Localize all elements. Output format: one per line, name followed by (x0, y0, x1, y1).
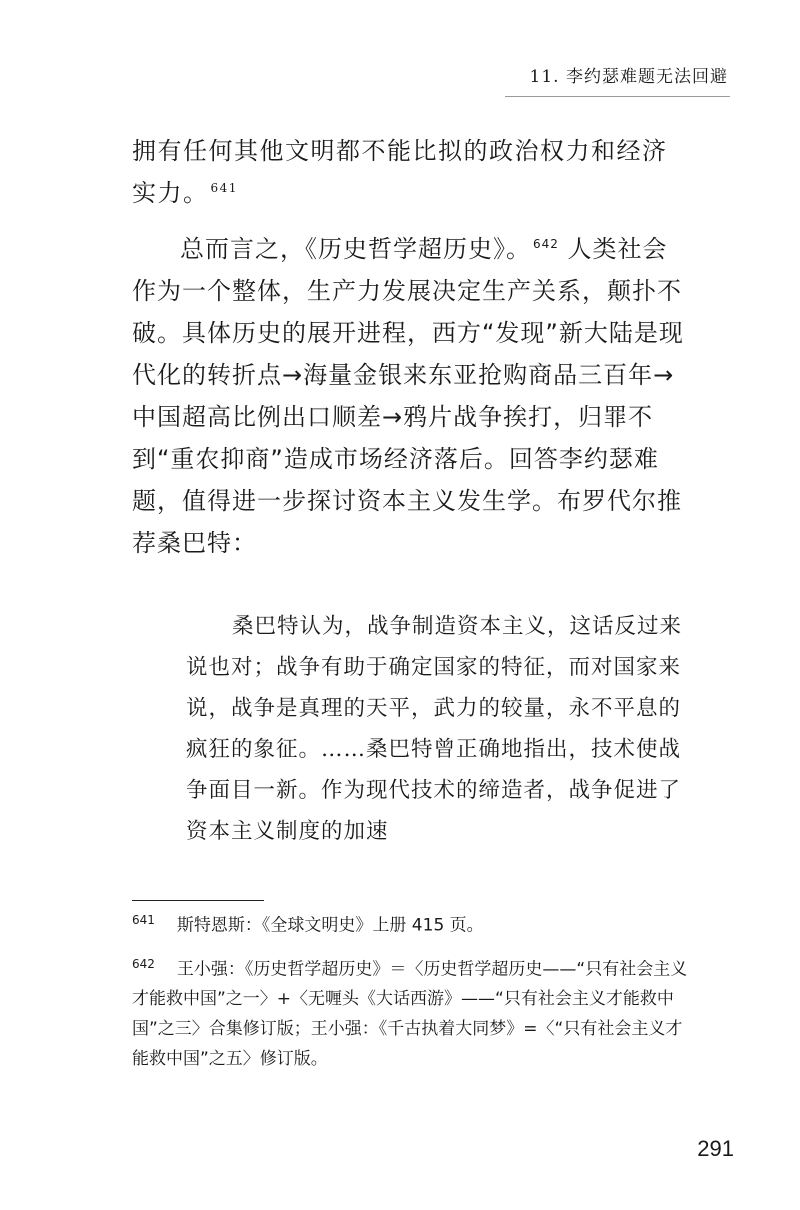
footnote-text: 斯特恩斯：《全球文明史》上册 415 页。 (176, 915, 484, 936)
footnote-text: 王小强：《历史哲学超历史》＝〈历史哲学超历史——“只有社会主义才能救中国”之一〉+〈无喱头《大话西游》——“只有社会主义才能救中国”之三〉合集修订版；王小强：《千古执着大同梦》=〈“只有社会主义才能救中国”之五〉修订版。 (132, 959, 688, 1070)
footnote-rule (132, 900, 264, 901)
footnote-641 (132, 905, 692, 941)
running-header: 11. 李约瑟难题无法回避 (529, 67, 728, 87)
body-text-part1: 总而言之，《历史哲学超历史》。 (180, 235, 531, 263)
footnote-ref-642[interactable]: 642 (533, 237, 559, 251)
body-paragraph (132, 228, 692, 564)
page-number: 291 (697, 1136, 734, 1161)
footnote-number: 641 (132, 913, 155, 927)
lead-paragraph (132, 130, 692, 214)
block-quote: 桑巴特认为，战争制造资本主义，这话反过来说也对；战争有助于确定国家的特征，而对国家来说，战争是真理的天平，武力的较量，永不平息的疯狂的象征。……桑巴特曾正确地指出，技术使战争面目一新。作为现代技术的缔造者，战争促进了资本主义制度的加速 (186, 614, 683, 844)
body-text-part2: 人类社会作为一个整体，生产力发展决定生产关系，颠扑不破。具体历史的展开进程，西方“发现”新大陆是现代化的转折点→海量金银来东亚抢购商品三百年→中国超高比例出口顺差→鸦片战争挨打，归罪不到“重农抑商”造成市场经济落后。回答李约瑟难题，值得进一步探讨资本主义发生学。布罗代尔推荐桑巴特： (132, 235, 684, 557)
footnote-642 (132, 949, 692, 1075)
lead-text: 拥有任何其他文明都不能比拟的政治权力和经济实力。 (132, 137, 668, 207)
footnote-number: 642 (132, 956, 155, 971)
footnotes (132, 905, 692, 1082)
footnote-ref-641[interactable]: 641 (210, 181, 238, 195)
header-rule (505, 96, 730, 97)
